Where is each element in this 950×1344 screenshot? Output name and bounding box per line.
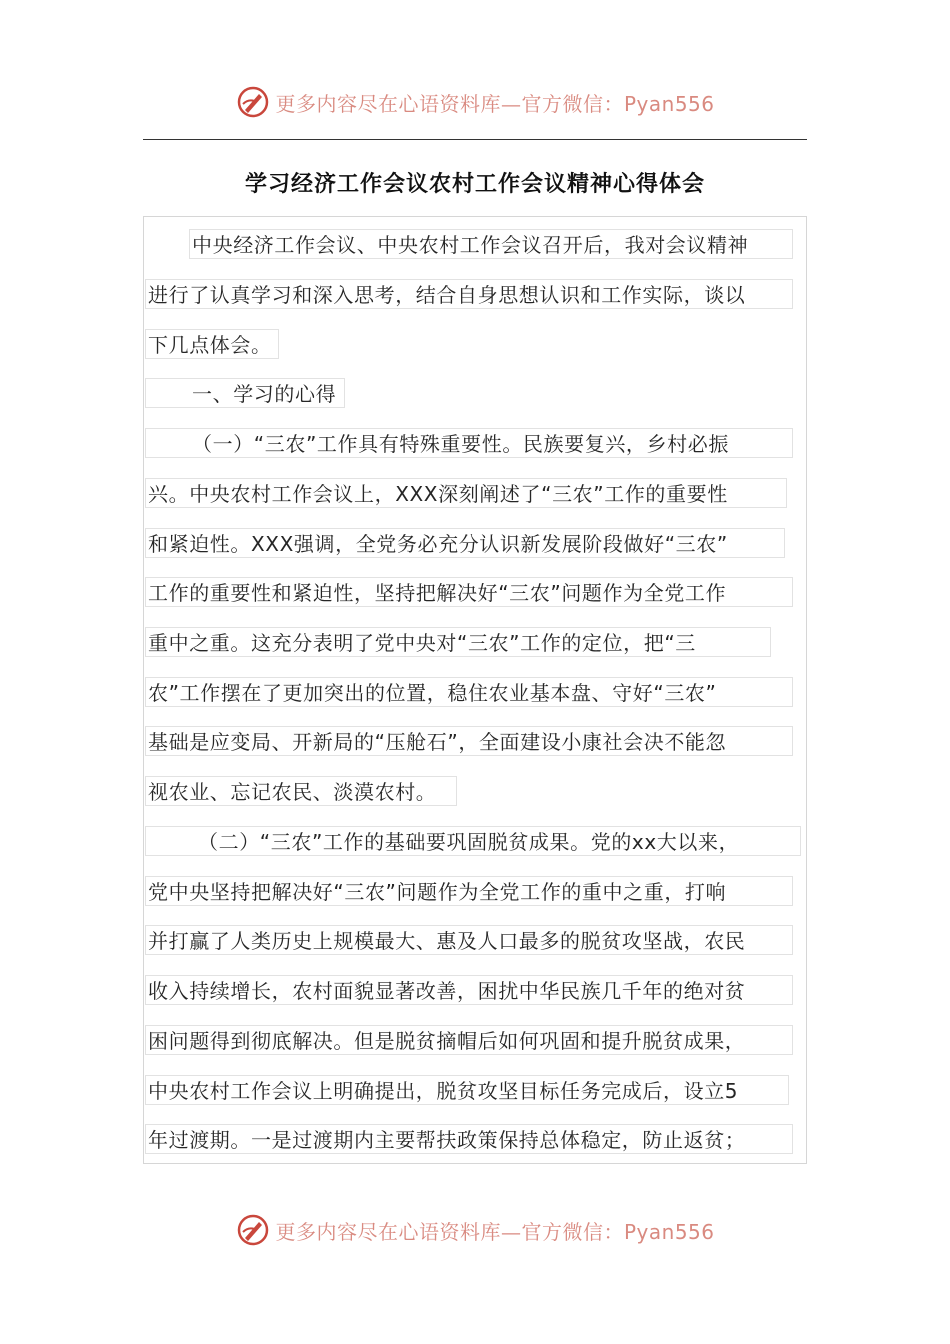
banner-text [275, 88, 714, 117]
text-line: 收入持续增长，农村面貌显著改善，困扰中华民族几千年的绝对贫 [145, 975, 793, 1005]
banner-main-text: 更多内容尽在心语资料库—官方微信： [275, 91, 624, 116]
text-line: 基础是应变局、开新局的“压舱石”，全面建设小康社会决不能忽 [145, 726, 793, 756]
text-line: 下几点体会。 [145, 329, 279, 359]
banner-main-text: 更多内容尽在心语资料库—官方微信： [275, 1219, 624, 1244]
banner-text [275, 1216, 714, 1245]
section-heading: 一、学习的心得 [145, 378, 345, 408]
header-banner [0, 82, 950, 122]
text-line: 并打赢了人类历史上规模最大、惠及人口最多的脱贫攻坚战，农民 [145, 925, 793, 955]
text-line: 农”工作摆在了更加突出的位置，稳住农业基本盘、守好“三农” [145, 677, 793, 707]
text-line: 进行了认真学习和深入思考，结合自身思想认识和工作实际，谈以 [145, 279, 793, 309]
footer-banner [0, 1210, 950, 1250]
text-line: （二）“三农”工作的基础要巩固脱贫成果。党的xx大以来， [145, 826, 801, 856]
pen-swirl-logo-icon [235, 84, 271, 120]
header-divider [143, 139, 807, 140]
text-line: 兴。中央农村工作会议上，XXX深刻阐述了“三农”工作的重要性 [145, 478, 787, 508]
page-title: 学习经济工作会议农村工作会议精神心得体会 [244, 171, 705, 197]
text-line: 中央农村工作会议上明确提出，脱贫攻坚目标任务完成后，设立5 [145, 1075, 789, 1105]
pen-swirl-logo-icon [235, 1212, 271, 1248]
text-line: 中央经济工作会议、中央农村工作会议召开后，我对会议精神 [189, 229, 793, 259]
banner-wechat-id: Pyan556 [623, 1219, 715, 1244]
banner-wechat-id: Pyan556 [623, 91, 715, 116]
text-line: 党中央坚持把解决好“三农”问题作为全党工作的重中之重，打响 [145, 876, 793, 906]
text-line: 重中之重。这充分表明了党中央对“三农”工作的定位，把“三 [145, 627, 771, 657]
text-line: 工作的重要性和紧迫性，坚持把解决好“三农”问题作为全党工作 [145, 577, 793, 607]
text-line: 和紧迫性。XXX强调，全党务必充分认识新发展阶段做好“三农” [145, 528, 785, 558]
text-line: 年过渡期。一是过渡期内主要帮扶政策保持总体稳定，防止返贫； [145, 1124, 793, 1154]
text-line: 视农业、忘记农民、淡漠农村。 [145, 776, 457, 806]
text-line: （一）“三农”工作具有特殊重要性。民族要复兴，乡村必振 [145, 428, 793, 458]
text-line: 困问题得到彻底解决。但是脱贫摘帽后如何巩固和提升脱贫成果， [145, 1025, 793, 1055]
